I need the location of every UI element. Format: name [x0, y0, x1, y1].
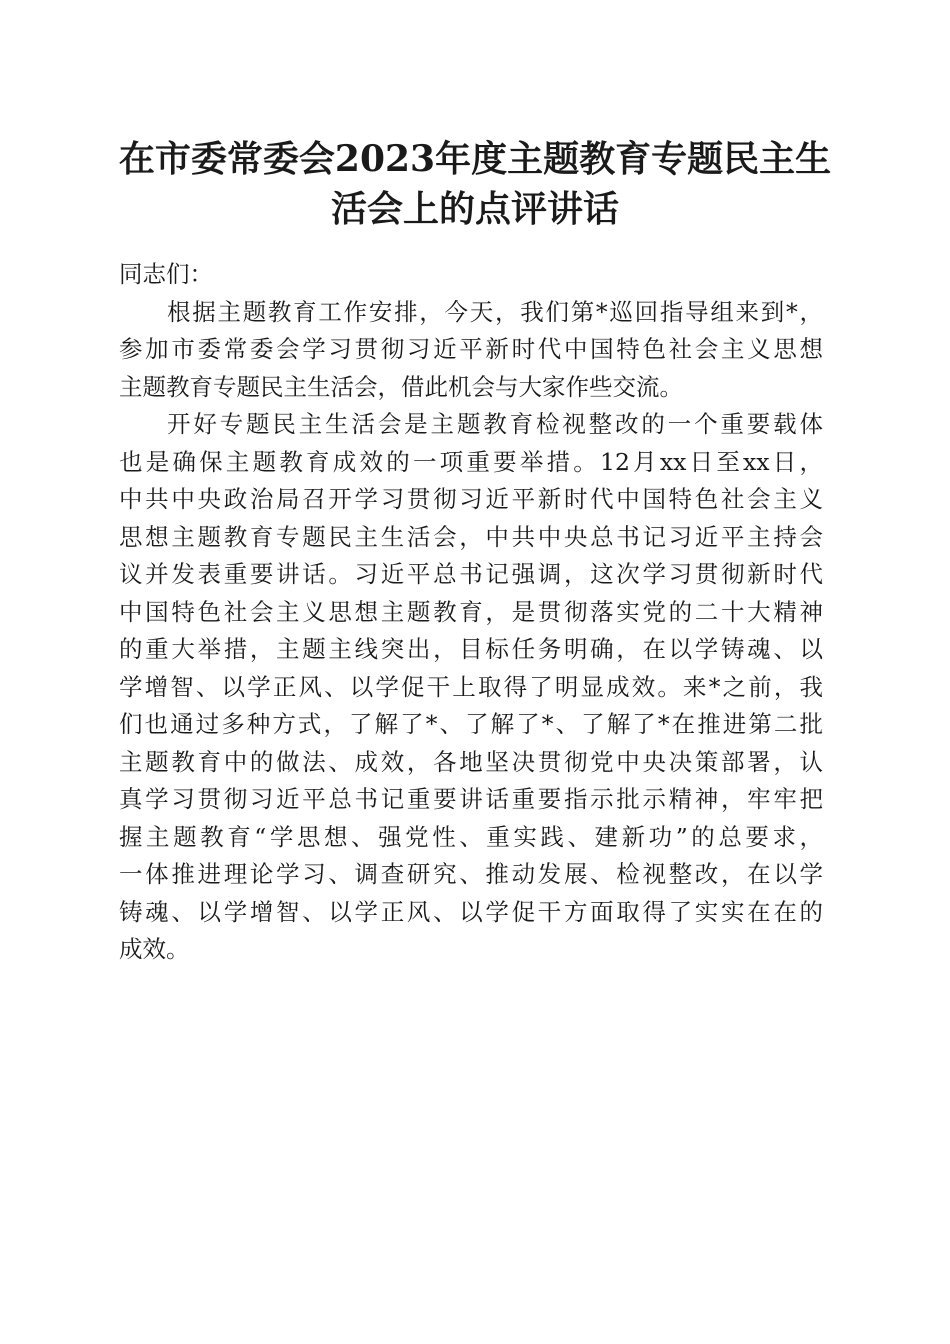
text-line: 成效。 — [119, 935, 190, 963]
text-line: 根据主题教育工作安排，今天，我们第*巡回指导组来到*， — [167, 297, 823, 326]
title-line: 在市委常委会2023年度主题教育专题民主生 — [118, 138, 832, 180]
text-line: 主题教育中的做法、成效，各地坚决贯彻党中央决策部署，认 — [119, 747, 823, 776]
text-line: 主题教育专题民主生活会，借此机会与大家作些交流。 — [119, 372, 683, 401]
salutation: 同志们： — [119, 260, 213, 288]
text-line: 也是确保主题教育成效的一项重要举措。12月xx日至xx日， — [119, 447, 823, 476]
text-line: 思想主题教育专题民主生活会，中共中央总书记习近平主持会 — [119, 522, 823, 551]
document-title — [110, 134, 840, 234]
document-body — [119, 256, 823, 969]
text-line: 参加市委常委会学习贯彻习近平新时代中国特色社会主义思想 — [119, 335, 823, 363]
text-line: 议并发表重要讲话。习近平总书记强调，这次学习贯彻新时代 — [119, 560, 823, 588]
text-line: 铸魂、以学增智、以学正风、以学促干方面取得了实实在在的 — [119, 897, 823, 926]
text-line: 真学习贯彻习近平总书记重要讲话重要指示批示精神，牢牢把 — [119, 785, 823, 813]
paragraph — [119, 294, 823, 407]
text-line: 一体推进理论学习、调查研究、推动发展、检视整改，在以学 — [119, 860, 823, 888]
text-line: 中国特色社会主义思想主题教育，是贯彻落实党的二十大精神 — [119, 597, 823, 626]
text-line: 们也通过多种方式，了解了*、了解了*、了解了*在推进第二批 — [119, 710, 823, 738]
title-line: 活会上的点评讲话 — [330, 188, 619, 230]
text-line: 开好专题民主生活会是主题教育检视整改的一个重要载体 — [167, 410, 823, 438]
text-line: 中共中央政治局召开学习贯彻习近平新时代中国特色社会主义 — [119, 485, 823, 513]
text-line: 握主题教育“学思想、强党性、重实践、建新功”的总要求， — [119, 822, 823, 851]
text-line: 的重大举措，主题主线突出，目标任务明确，在以学铸魂、以 — [119, 635, 823, 663]
paragraph — [119, 406, 823, 969]
text-line: 学增智、以学正风、以学促干上取得了明显成效。来*之前，我 — [119, 672, 823, 701]
